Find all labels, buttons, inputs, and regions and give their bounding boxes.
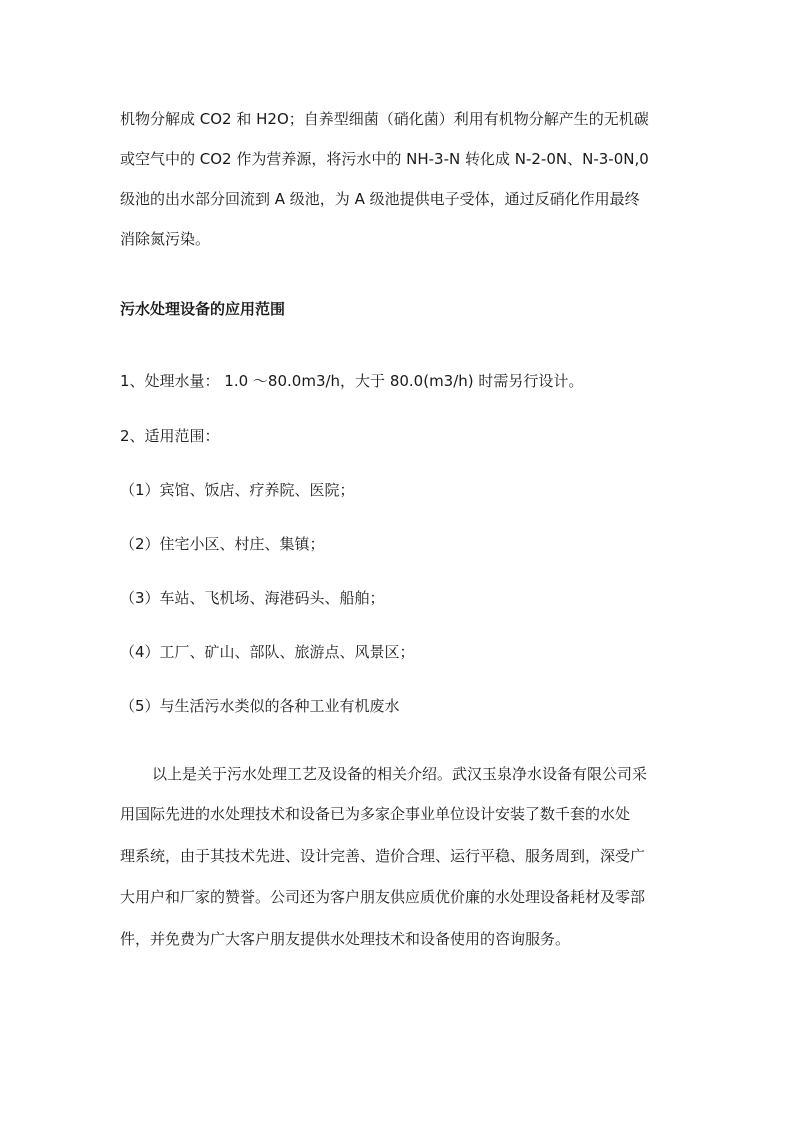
list-item: （4）工厂、矿山、部队、旅游点、风景区； (120, 643, 415, 661)
closing-paragraph-line: 大用户和厂家的赞誉。公司还为客户朋友供应质优价廉的水处理设备耗材及零部 (120, 888, 646, 906)
closing-paragraph-line: 以上是关于污水处理工艺及设备的相关介绍。武汉玉泉净水设备有限公司采 (152, 765, 648, 783)
paragraph-line: 级池的出水部分回流到 A 级池，为 A 级池提供电子受体，通过反硝化作用最终 (120, 190, 640, 208)
closing-paragraph-line: 用国际先进的水处理技术和设备已为多家企事业单位设计安装了数千套的水处 (120, 805, 631, 823)
closing-paragraph-line: 件，并免费为广大客户朋友提供水处理技术和设备使用的咨询服务。 (120, 930, 571, 948)
list-item-volume: 1、处理水量： 1.0 ～80.0m3/h，大于 80.0(m3/h) 时需另行设计。 (120, 372, 584, 390)
paragraph-line: 机物分解成 CO2 和 H2O；自养型细菌（硝化菌）利用有机物分解产生的无机碳 (120, 110, 649, 128)
list-item-scope: 2、适用范围： (120, 427, 220, 445)
section-heading: 污水处理设备的应用范围 (120, 300, 286, 318)
list-item: （1）宾馆、饭店、疗养院、医院； (120, 481, 355, 499)
list-item: （5）与生活污水类似的各种工业有机废水 (120, 697, 400, 715)
list-item: （3）车站、飞机场、海港码头、船舶； (120, 589, 385, 607)
closing-paragraph-line: 理系统，由于其技术先进、设计完善、造价合理、运行平稳、服务周到，深受广 (120, 847, 646, 865)
list-item: （2）住宅小区、村庄、集镇； (120, 535, 325, 553)
paragraph-line: 或空气中的 CO2 作为营养源，将污水中的 NH-3-N 转化成 N-2-0N、N-3-0N,0 (120, 150, 649, 168)
paragraph-line: 消除氮污染。 (120, 230, 211, 248)
